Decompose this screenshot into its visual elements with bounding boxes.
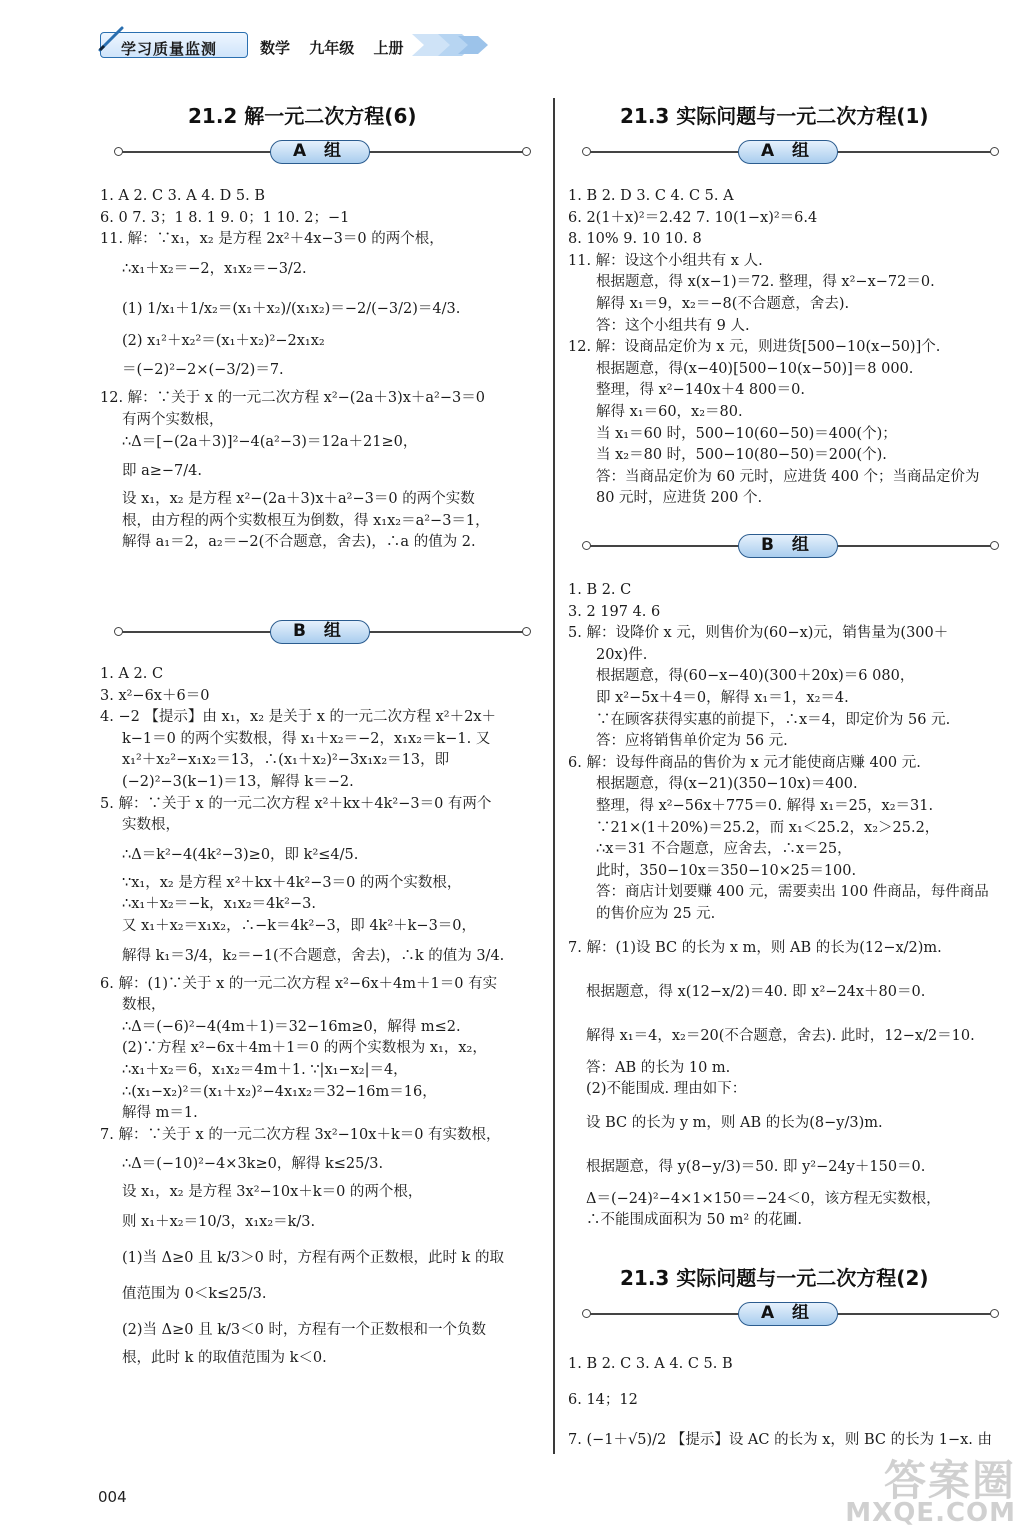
answer-line: 7. 解：∵关于 x 的一元二次方程 3x²−10x＋k＝0 有实数根， <box>100 1126 501 1143</box>
answer-line: 当 x₁＝60 时，500−10(60−50)＝400(个)； <box>596 425 897 442</box>
answer-line: 1. B 2. C 3. A 4. C 5. B <box>568 1356 733 1372</box>
answer-line: 数根， <box>122 997 166 1014</box>
answer-line: 根，由方程的两个实数根互为倒数，得 x₁x₂＝a²−3＝1， <box>122 512 490 529</box>
answer-line: 11. 解：设这个小组共有 x 人. <box>568 252 763 269</box>
answer-line: ∴x＝31 不合题意，应舍去，∴x＝25， <box>596 841 852 858</box>
answer-line: 解得 x₁＝60，x₂＝80. <box>596 403 743 420</box>
answer-line: 则 x₁＋x₂＝10/3，x₁x₂＝k/3. <box>122 1213 316 1230</box>
answer-line: 整理，得 x²−140x＋4 800＝0. <box>596 382 805 399</box>
answer-line: ∴x₁＋x₂＝−k，x₁x₂＝4k²−3. <box>122 896 316 913</box>
answer-line: (2)当 Δ≥0 且 k/3＜0 时，方程有一个正数根和一个负数 <box>122 1321 486 1338</box>
answer-line: (2)∵方程 x²−6x＋4m＋1＝0 的两个实数根为 x₁，x₂， <box>122 1040 487 1057</box>
watermark-top-text: 答案圈 <box>883 1456 1016 1505</box>
answer-line: ∴Δ＝k²−4(4k²−3)≥0，即 k²≤4/5. <box>122 846 359 863</box>
group-a2-answers <box>568 1346 1012 1462</box>
answer-line: 1. B 2. C <box>568 582 632 598</box>
answer-line: 此时，350−10x＝350−10×25＝100. <box>596 862 857 879</box>
answer-line: 设 BC 的长为 y m，则 AB 的长为(8−y/3)m. <box>586 1114 883 1131</box>
answer-line: 即 x²−5x＋4＝0，解得 x₁＝1，x₂＝4. <box>596 689 849 706</box>
answer-line: ∴Δ＝(−6)²−4(4m＋1)＝32−16m≥0，解得 m≤2. <box>122 1018 461 1035</box>
answer-line: 1. A 2. C 3. A 4. D 5. B <box>100 188 265 204</box>
answer-line: 解得 a₁＝2，a₂＝−2(不合题意，舍去)，∴a 的值为 2. <box>122 534 476 551</box>
answer-line: ∵x₁，x₂ 是方程 x²＋kx＋4k²−3＝0 的两个实数根， <box>122 874 462 891</box>
bar-dot-icon <box>522 147 531 156</box>
answer-line: 根据题意，得 y(8−y/3)＝50. 即 y²−24y＋150＝0. <box>586 1158 926 1175</box>
answer-line: 有两个实数根， <box>122 411 224 428</box>
group-a2-header <box>582 1302 1002 1326</box>
column-divider <box>553 98 555 1454</box>
group-a-header <box>582 140 1002 164</box>
answer-line: 解得 k₁＝3/4，k₂＝−1(不合题意，舍去)，∴k 的值为 3/4. <box>122 947 505 964</box>
answer-line: 答：当商品定价为 60 元时，应进货 400 个；当商品定价为 <box>596 468 980 485</box>
answer-line: 答：这个小组共有 9 人. <box>596 317 750 334</box>
answer-line: 1. B 2. D 3. C 4. C 5. A <box>568 188 734 204</box>
group-b-header <box>114 620 534 644</box>
group-a-answers <box>100 186 540 554</box>
answer-line: 3. x²−6x＋6＝0 <box>100 687 210 704</box>
book-meta: 数学 九年级 上册 <box>260 39 404 57</box>
page-header <box>100 30 500 64</box>
answer-line: 根据题意，得 x(12−x/2)＝40. 即 x²−24x＋80＝0. <box>586 983 926 1000</box>
answer-line: 6. 解：设每件商品的售价为 x 元才能使商店赚 400 元. <box>568 754 921 771</box>
answer-line: 20x)件. <box>596 646 648 663</box>
answer-line: 当 x₂＝80 时，500−10(80−50)＝200(个). <box>596 447 887 464</box>
answer-line: 解得 x₁＝4，x₂＝20(不合题意，舍去). 此时，12−x/2＝10. <box>586 1027 975 1044</box>
answer-line: ∴x₁＋x₂＝−2，x₁x₂＝−3/2. <box>122 260 307 277</box>
answer-line: k−1＝0 的两个实数根，得 x₁＋x₂＝−2，x₁x₂＝k−1. 又 <box>122 730 491 747</box>
answer-line: 答：应将销售单价定为 56 元. <box>596 733 788 750</box>
answer-line: 的售价应为 25 元. <box>596 905 716 922</box>
answer-line: 6. 14；12 <box>568 1392 638 1408</box>
answer-line: 设 x₁，x₂ 是方程 3x²−10x＋k＝0 的两个根， <box>122 1184 423 1201</box>
section-title-21-2-6: 21.2 解一元二次方程(6) <box>188 104 417 128</box>
page-number: 004 <box>98 1488 127 1506</box>
answer-line: ∵21×(1＋20%)＝25.2，而 x₁＜25.2，x₂＞25.2， <box>596 819 940 836</box>
answer-line: 7. 解：(1)设 BC 的长为 x m，则 AB 的长为(12−x/2)m. <box>568 939 942 956</box>
answer-line: (1)当 Δ≥0 且 k/3＞0 时，方程有两个正数根，此时 k 的取 <box>122 1249 504 1266</box>
group-a2-label: A 组 <box>738 1302 838 1326</box>
answer-line: ∵在顾客获得实惠的前提下，∴x＝4，即定价为 56 元. <box>596 711 951 728</box>
watermark-logo <box>842 1448 1022 1530</box>
watermark-bottom-text: MXQE.COM <box>845 1498 1016 1528</box>
answer-line: ＝(−2)²−2×(−3/2)＝7. <box>122 362 284 379</box>
section-title-21-3-2: 21.3 实际问题与一元二次方程(2) <box>620 1266 929 1290</box>
answer-line: (−2)²−3(k−1)＝13，解得 k＝−2. <box>122 773 354 790</box>
answer-line: 5. 解：设降价 x 元，则售价为(60−x)元，销售量为(300＋ <box>568 625 949 642</box>
answer-line: 根据题意，得(x−40)[500−10(x−50)]＝8 000. <box>596 360 914 377</box>
answer-line: 根，此时 k 的取值范围为 k＜0. <box>122 1349 327 1366</box>
group-b-answers <box>568 580 1012 1232</box>
answer-line: 12. 解：设商品定价为 x 元，则进货[500−10(x−50)]个. <box>568 339 941 356</box>
book-title: 学习质量监测 <box>121 40 218 58</box>
bar-dot-icon <box>990 147 999 156</box>
answer-line: 设 x₁，x₂ 是方程 x²−(2a＋3)x＋a²−3＝0 的两个实数 <box>122 491 475 508</box>
answer-line: ∴(x₁−x₂)²＝(x₁＋x₂)²−4x₁x₂＝32−16m＝16， <box>122 1083 437 1100</box>
answer-line: 整理，得 x²−56x＋775＝0. 解得 x₁＝25，x₂＝31. <box>596 797 934 814</box>
answer-line: 3. 2 197 4. 6 <box>568 603 661 620</box>
answer-line: 12. 解：∵关于 x 的一元二次方程 x²−(2a＋3)x＋a²−3＝0 <box>100 390 485 407</box>
pen-icon <box>96 24 126 54</box>
answer-line: x₁²＋x₂²−x₁x₂＝13，∴(x₁＋x₂)²−3x₁x₂＝13，即 <box>122 752 450 769</box>
answer-line: Δ＝(−24)²−4×1×150＝−24＜0，该方程无实数根， <box>586 1190 941 1207</box>
group-a-answers <box>568 186 1012 510</box>
answer-line: 6. 2(1＋x)²＝2.42 7. 10(1−x)²＝6.4 <box>568 209 818 226</box>
bar-dot-icon <box>990 1309 999 1318</box>
answer-line: 11. 解：∵x₁，x₂ 是方程 2x²＋4x−3＝0 的两个根， <box>100 231 444 248</box>
group-b-header <box>582 534 1002 558</box>
group-b-label: B 组 <box>270 620 370 644</box>
answer-line: 4. −2 【提示】由 x₁，x₂ 是关于 x 的一元二次方程 x²＋2x＋ <box>100 709 497 726</box>
answer-line: 6. 0 7. 3；1 8. 1 9. 0；1 10. 2；−1 <box>100 209 350 226</box>
answer-line: 即 a≥−7/4. <box>122 463 202 480</box>
answer-line: 答：AB 的长为 10 m. <box>586 1059 731 1076</box>
bar-dot-icon <box>522 627 531 636</box>
group-b-label: B 组 <box>738 534 838 558</box>
group-a-header <box>114 140 534 164</box>
answer-line: 7. (−1＋√5)/2 【提示】设 AC 的长为 x，则 BC 的长为 1−x. 由 <box>568 1432 993 1448</box>
answer-line: 解得 m＝1. <box>122 1105 198 1122</box>
answer-line: ∴Δ＝(−10)²−4×3k≥0，解得 k≤25/3. <box>122 1156 384 1173</box>
answer-line: 根据题意，得(60−x−40)(300＋20x)＝6 080， <box>596 668 915 685</box>
answer-line: 根据题意，得(x−21)(350−10x)＝400. <box>596 776 858 793</box>
answer-line: ∴不能围成面积为 50 m² 的花圃. <box>586 1212 802 1229</box>
arrows-decoration-icon <box>412 30 492 60</box>
answer-line: (2) x₁²＋x₂²＝(x₁＋x₂)²−2x₁x₂ <box>122 332 325 349</box>
answer-line: ∴x₁＋x₂＝6，x₁x₂＝4m＋1. ∵|x₁−x₂|＝4， <box>122 1061 408 1078</box>
answer-line: 1. A 2. C <box>100 666 164 682</box>
group-a-label: A 组 <box>270 140 370 164</box>
answer-line: 5. 解：∵关于 x 的一元二次方程 x²＋kx＋4k²−3＝0 有两个 <box>100 795 492 812</box>
answer-line: 8. 10% 9. 10 10. 8 <box>568 231 702 248</box>
answer-line: 又 x₁＋x₂＝x₁x₂，∴−k＝4k²−3，即 4k²＋k−3＝0， <box>122 917 477 934</box>
group-a-label: A 组 <box>738 140 838 164</box>
answer-line: (2)不能围成. 理由如下： <box>586 1081 747 1098</box>
answer-line: 6. 解：(1)∵关于 x 的一元二次方程 x²−6x＋4m＋1＝0 有实 <box>100 975 498 992</box>
answer-line: 答：商店计划要赚 400 元，需要卖出 100 件商品，每件商品 <box>596 884 989 901</box>
answer-line: 实数根， <box>122 817 180 834</box>
answer-line: (1) 1/x₁＋1/x₂＝(x₁＋x₂)/(x₁x₂)＝−2/(−3/2)＝4/3. <box>122 300 461 317</box>
answer-line: 值范围为 0＜k≤25/3. <box>122 1285 267 1302</box>
group-b-answers <box>100 664 540 1369</box>
bar-dot-icon <box>990 541 999 550</box>
section-title-21-3-1: 21.3 实际问题与一元二次方程(1) <box>620 104 929 128</box>
answer-line: 根据题意，得 x(x−1)＝72. 整理，得 x²−x−72＝0. <box>596 274 935 291</box>
answer-line: 解得 x₁＝9，x₂＝−8(不合题意，舍去). <box>596 295 850 312</box>
answer-line: 80 元时，应进货 200 个. <box>596 490 763 507</box>
answer-line: ∴Δ＝[−(2a＋3)]²−4(a²−3)＝12a＋21≥0， <box>122 433 418 450</box>
